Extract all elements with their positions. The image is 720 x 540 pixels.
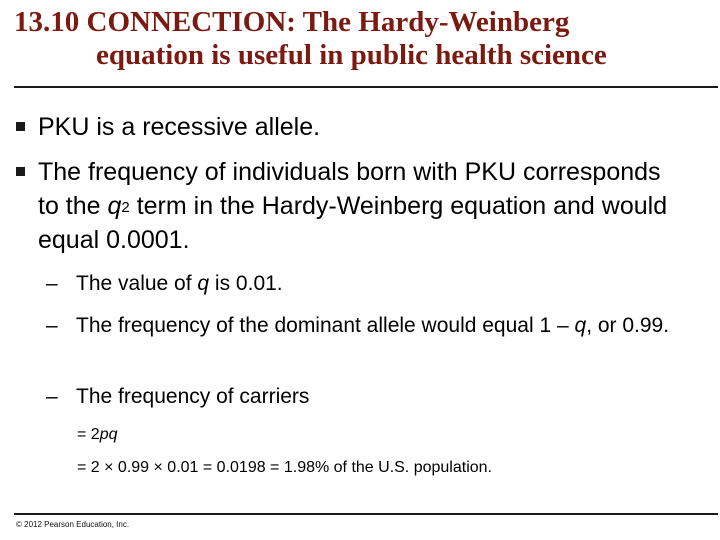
slide-title-line1: 13.10 CONNECTION: The Hardy-Weinberg [14, 6, 570, 38]
dash-icon: – [46, 272, 58, 295]
title-divider [14, 86, 718, 88]
sub-bullet-dominant-allele [46, 311, 701, 340]
sub-bullet-text: The frequency of carriers [76, 385, 310, 408]
sub-bullet-q-value [46, 269, 696, 298]
bullet-square-icon [16, 122, 25, 131]
sub-bullet-text: The value of q is 0.01. [76, 272, 283, 295]
dash-icon: – [46, 314, 58, 337]
bullet-pku-recessive [16, 110, 320, 144]
sub-bullet-carriers [46, 382, 696, 411]
equation-carriers-formula: = 2pq [77, 426, 118, 443]
bullet-text: The frequency of individuals born with PKU corresponds to the $q^2$ term in the Hardy-Weinberg equation and would equal 0.0001. [38, 158, 668, 254]
equation-carriers-result: = 2 × 0.99 × 0.01 = 0.0198 = 1.98% of the U.S. population. [77, 459, 492, 476]
bullet-text: PKU is a recessive allele. [38, 113, 321, 141]
dash-icon: – [46, 385, 58, 408]
bullet-pku-frequency [16, 155, 676, 257]
footer-divider [14, 513, 718, 515]
slide-title [14, 6, 714, 72]
copyright-footer: © 2012 Pearson Education, Inc. [16, 520, 130, 529]
sub-bullet-text: The frequency of the dominant allele would equal 1 – q, or 0.99. [76, 314, 670, 337]
slide-title-line2: equation is useful in public health science [96, 39, 607, 71]
bullet-square-icon [16, 167, 25, 176]
